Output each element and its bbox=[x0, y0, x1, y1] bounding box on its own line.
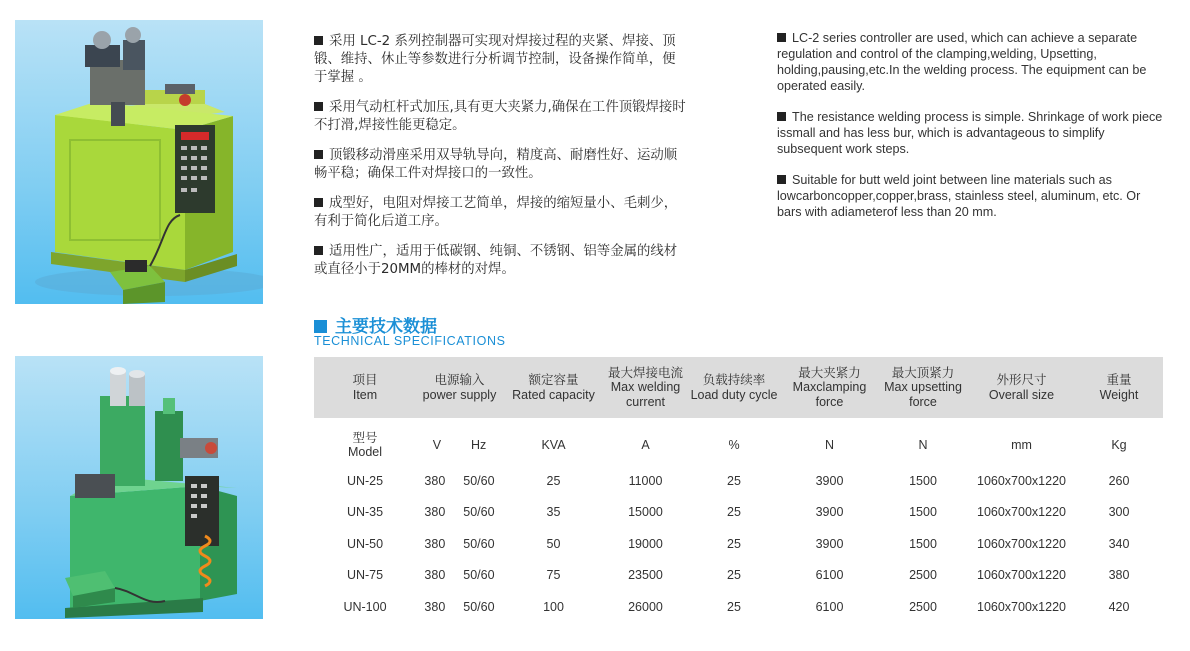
cell-power: 380 50/60 bbox=[424, 473, 495, 488]
machine-photo-1 bbox=[15, 20, 263, 304]
chinese-description bbox=[314, 33, 686, 291]
cell-upset: 2500 bbox=[909, 599, 937, 614]
cell-capacity: 35 bbox=[546, 505, 561, 520]
cell-current: 19000 bbox=[628, 536, 663, 551]
bullet-square-icon bbox=[314, 102, 323, 111]
blue-square-icon bbox=[314, 320, 327, 333]
cell-current: 26000 bbox=[628, 599, 663, 614]
header-weight: 重量 Weight bbox=[1075, 357, 1163, 418]
cn-feature-5: 适用性广，适用于低碳钢、纯铜、不锈钢、铝等金属的线材或直径小于20MM的棒材的对焊。 bbox=[314, 244, 678, 277]
cell-duty: 25 bbox=[727, 599, 741, 614]
spec-table bbox=[314, 357, 1163, 623]
cell-weight: 300 bbox=[1108, 505, 1130, 520]
header-overall-size: 外形尺寸 Overall size bbox=[968, 357, 1075, 418]
cell-weight: 260 bbox=[1108, 473, 1130, 488]
cell-power: 380 50/60 bbox=[424, 505, 495, 520]
spec-title-en: TECHNICAL SPECIFICATIONS bbox=[314, 334, 506, 348]
welding-machine-illustration-2 bbox=[15, 356, 263, 619]
cell-duty: 25 bbox=[727, 568, 741, 583]
bullet-square-icon bbox=[777, 33, 786, 42]
cn-feature-2: 采用气动杠杆式加压,具有更大夹紧力,确保在工件顶锻焊接时不打滑,焊接性能更稳定。 bbox=[314, 100, 686, 133]
cell-model: UN-25 bbox=[346, 473, 384, 488]
cell-duty: 25 bbox=[727, 505, 741, 520]
unit-weight: Kg bbox=[1111, 437, 1127, 452]
bullet-square-icon bbox=[314, 246, 323, 255]
cell-capacity: 25 bbox=[546, 473, 561, 488]
cell-clamp: 3900 bbox=[815, 505, 844, 520]
cell-upset: 1500 bbox=[909, 473, 937, 488]
bullet-square-icon bbox=[314, 36, 323, 45]
cn-feature-3: 顶锻移动滑座采用双导轨导向，精度高、耐磨性好、运动顺畅平稳；确保工件对焊接口的一致性。 bbox=[314, 148, 678, 181]
bullet-square-icon bbox=[777, 112, 786, 121]
unit-upset: N bbox=[918, 437, 928, 452]
cell-power: 380 50/60 bbox=[424, 599, 495, 614]
welding-machine-illustration-1 bbox=[15, 20, 263, 304]
cell-weight: 340 bbox=[1108, 536, 1130, 551]
en-feature-1: LC-2 series controller are used, which can achieve a separate regulation and control of the clamping,welding, Upsetting, holding,pausing,etc.In the welding process. The equipment can be operated easily. bbox=[777, 31, 1147, 93]
unit-size: mm bbox=[1011, 437, 1032, 452]
cell-upset: 2500 bbox=[909, 568, 937, 583]
cell-current: 15000 bbox=[628, 505, 663, 520]
cell-clamp: 3900 bbox=[815, 536, 844, 551]
cell-model: UN-35 bbox=[346, 505, 384, 520]
cell-capacity: 50 bbox=[546, 536, 561, 551]
header-power-supply: 电源输入 power supply bbox=[416, 357, 503, 418]
table-row bbox=[314, 560, 1163, 592]
cn-feature-1: 采用 LC-2 系列控制器可实现对焊接过程的夹紧、焊接、顶锻、维持、休止等参数进行分析调节控制，设备操作简单，便于掌握 。 bbox=[314, 34, 676, 85]
cell-size: 1060x700x1220 bbox=[977, 505, 1066, 520]
unit-capacity: KVA bbox=[541, 437, 566, 452]
cell-upset: 1500 bbox=[909, 505, 937, 520]
unit-clamp: N bbox=[824, 437, 835, 452]
table-row bbox=[314, 591, 1163, 623]
cell-upset: 1500 bbox=[909, 536, 937, 551]
cell-duty: 25 bbox=[727, 473, 741, 488]
unit-row bbox=[314, 418, 1163, 465]
bullet-square-icon bbox=[314, 150, 323, 159]
cell-clamp: 6100 bbox=[815, 568, 844, 583]
header-max-clamping-force: 最大夹紧力 Maxclamping force bbox=[781, 357, 878, 418]
header-max-upsetting-force: 最大顶紧力 Max upsetting force bbox=[878, 357, 968, 418]
en-feature-3: Suitable for butt weld joint between line materials such as lowcarboncopper,copper,brass, stainless steel, aluminum, etc. Or bars with adiameterof less than 20 mm. bbox=[777, 173, 1141, 219]
cell-size: 1060x700x1220 bbox=[977, 599, 1066, 614]
table-row bbox=[314, 465, 1163, 497]
bullet-square-icon bbox=[314, 198, 323, 207]
cell-size: 1060x700x1220 bbox=[977, 568, 1066, 583]
cell-capacity: 100 bbox=[543, 599, 564, 614]
header-max-welding-current: 最大焊接电流 Max welding current bbox=[604, 357, 687, 418]
spec-header-row bbox=[314, 357, 1163, 418]
cell-power: 380 50/60 bbox=[424, 568, 495, 583]
header-item: 项目 Item bbox=[314, 357, 416, 418]
bullet-square-icon bbox=[777, 175, 786, 184]
unit-power: V Hz bbox=[432, 437, 487, 452]
en-feature-2: The resistance welding process is simple. Shrinkage of work piece issmall and has less bur, which is advantageous to simplify subsequent work steps. bbox=[777, 110, 1163, 156]
table-row bbox=[314, 528, 1163, 560]
cell-size: 1060x700x1220 bbox=[977, 536, 1066, 551]
table-row bbox=[314, 497, 1163, 529]
header-rated-capacity: 额定容量 Rated capacity bbox=[503, 357, 604, 418]
spec-title-cn: 主要技术数据 bbox=[314, 312, 437, 337]
cell-clamp: 6100 bbox=[815, 599, 844, 614]
cell-capacity: 75 bbox=[546, 568, 561, 583]
unit-current: A bbox=[641, 437, 650, 452]
cell-weight: 380 bbox=[1108, 568, 1130, 583]
cell-current: 23500 bbox=[628, 568, 663, 583]
cell-model: UN-75 bbox=[346, 568, 384, 583]
cell-model: UN-50 bbox=[346, 536, 384, 551]
cell-model: UN-100 bbox=[343, 599, 387, 614]
cell-clamp: 3900 bbox=[815, 473, 844, 488]
unit-duty: % bbox=[728, 437, 740, 452]
cell-power: 380 50/60 bbox=[424, 536, 495, 551]
cell-weight: 420 bbox=[1108, 599, 1130, 614]
machine-photo-2 bbox=[15, 356, 263, 619]
cell-duty: 25 bbox=[727, 536, 741, 551]
cell-current: 11000 bbox=[628, 473, 663, 488]
header-load-duty-cycle: 负载持续率 Load duty cycle bbox=[687, 357, 781, 418]
unit-model: 型号 Model bbox=[347, 430, 383, 459]
english-description bbox=[777, 30, 1167, 235]
cn-feature-4: 成型好，电阻对焊接工艺简单，焊接的缩短量小、毛刺少，有利于简化后道工序。 bbox=[314, 196, 678, 229]
cell-size: 1060x700x1220 bbox=[977, 473, 1066, 488]
